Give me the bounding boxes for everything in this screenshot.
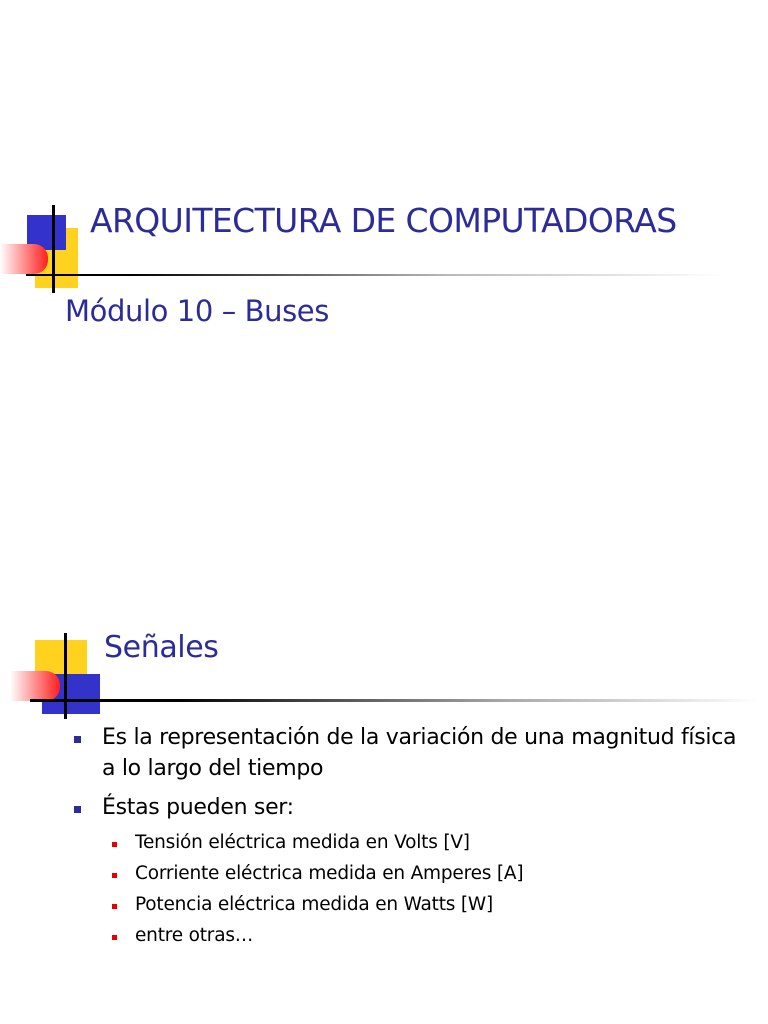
bullet-square-icon (74, 736, 81, 743)
bullet-square-icon (74, 806, 81, 813)
bullet-square-icon (112, 842, 117, 847)
list-item (74, 831, 754, 855)
list-item (74, 924, 754, 948)
bullet-list (74, 722, 754, 955)
bullet-square-icon (112, 935, 117, 940)
presentation-subtitle: Módulo 10 – Buses (65, 294, 329, 328)
bullet-square-icon (112, 904, 117, 909)
list-item (74, 893, 754, 917)
presentation-title: ARQUITECTURA DE COMPUTADORAS (90, 201, 677, 240)
list-item-text: entre otras… (135, 925, 254, 946)
list-item-text: Potencia eléctrica medida en Watts [W] (135, 894, 494, 915)
bullet-square-icon (112, 873, 117, 878)
list-item (74, 792, 754, 823)
list-item-text: Éstas pueden ser: (102, 795, 294, 820)
list-item-text: Corriente eléctrica medida en Amperes [A] (135, 863, 524, 884)
list-item-text: Es la representación de la variación de una magnitud física a lo largo del tiempo (102, 725, 737, 781)
slide-title: Señales (104, 630, 219, 665)
content-slide (0, 512, 768, 1024)
list-item-text: Tensión eléctrica medida en Volts [V] (135, 832, 470, 853)
list-item (74, 722, 754, 784)
list-item (74, 862, 754, 886)
